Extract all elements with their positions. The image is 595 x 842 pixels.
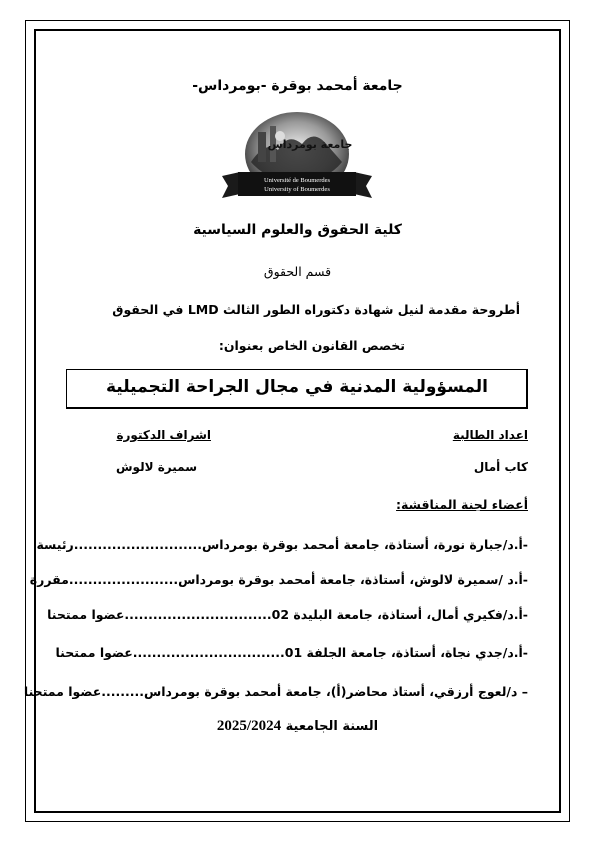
logo-banner-line2: University of Boumerdes [264,186,330,193]
jury-heading: أعضاء لجنة المناقشة: [396,497,528,512]
jury-member: – د/لعوج أرزقي، أستاذ محاضر(أ)، جامعة أمحمد بوقرة بومرداس.........عضوا ممتحنا [23,684,528,699]
logo-arabic-text: جامعة بومرداس [267,138,353,151]
student-label: اعداد الطالبة [452,428,528,442]
faculty-name: كلية الحقوق والعلوم السياسية [193,222,402,238]
jury-member: -أ.د /سميرة لالوش، أستاذة، جامعة أمحمد بوقرة بومرداس.......................مقررة [29,572,528,587]
specialization: تخصص القانون الخاص بعنوان: [218,338,405,353]
university-logo [218,110,376,208]
logo-banner-line1: Université de Boumerdes [263,177,331,184]
supervisor-label: اشراف الدكتورة [116,428,211,442]
academic-year-value: 2025/2024 [216,718,282,734]
jury-member: -أ.د/فكيري أمال، أستاذة، جامعة البليدة 02...............................عضوا ممتحنا [47,607,528,622]
jury-member: -أ.د/جبارة نورة، أستاذة، جامعة أمحمد بوقرة بومرداس...........................رئيسة [36,537,528,552]
jury-member: -أ.د/جدي نجاة، أستاذة، جامعة الجلفة 01................................عضوا ممتحنا [55,645,528,660]
university-name: جامعة أمحمد بوقرة -بومرداس- [192,78,403,94]
thesis-title: المسؤولية المدنية في مجال الجراحة التجميلية [105,377,488,397]
thesis-description: أطروحة مقدمة لنيل شهادة دكتوراه الطور الثالث LMD في الحقوق [112,302,520,317]
supervisor-name: سميرة لالوش [116,460,197,474]
academic-year-label: السنة الجامعية [285,719,379,734]
department-name: قسم الحقوق [263,264,332,279]
student-name: كاب أمال [473,460,528,474]
academic-year [34,718,561,735]
